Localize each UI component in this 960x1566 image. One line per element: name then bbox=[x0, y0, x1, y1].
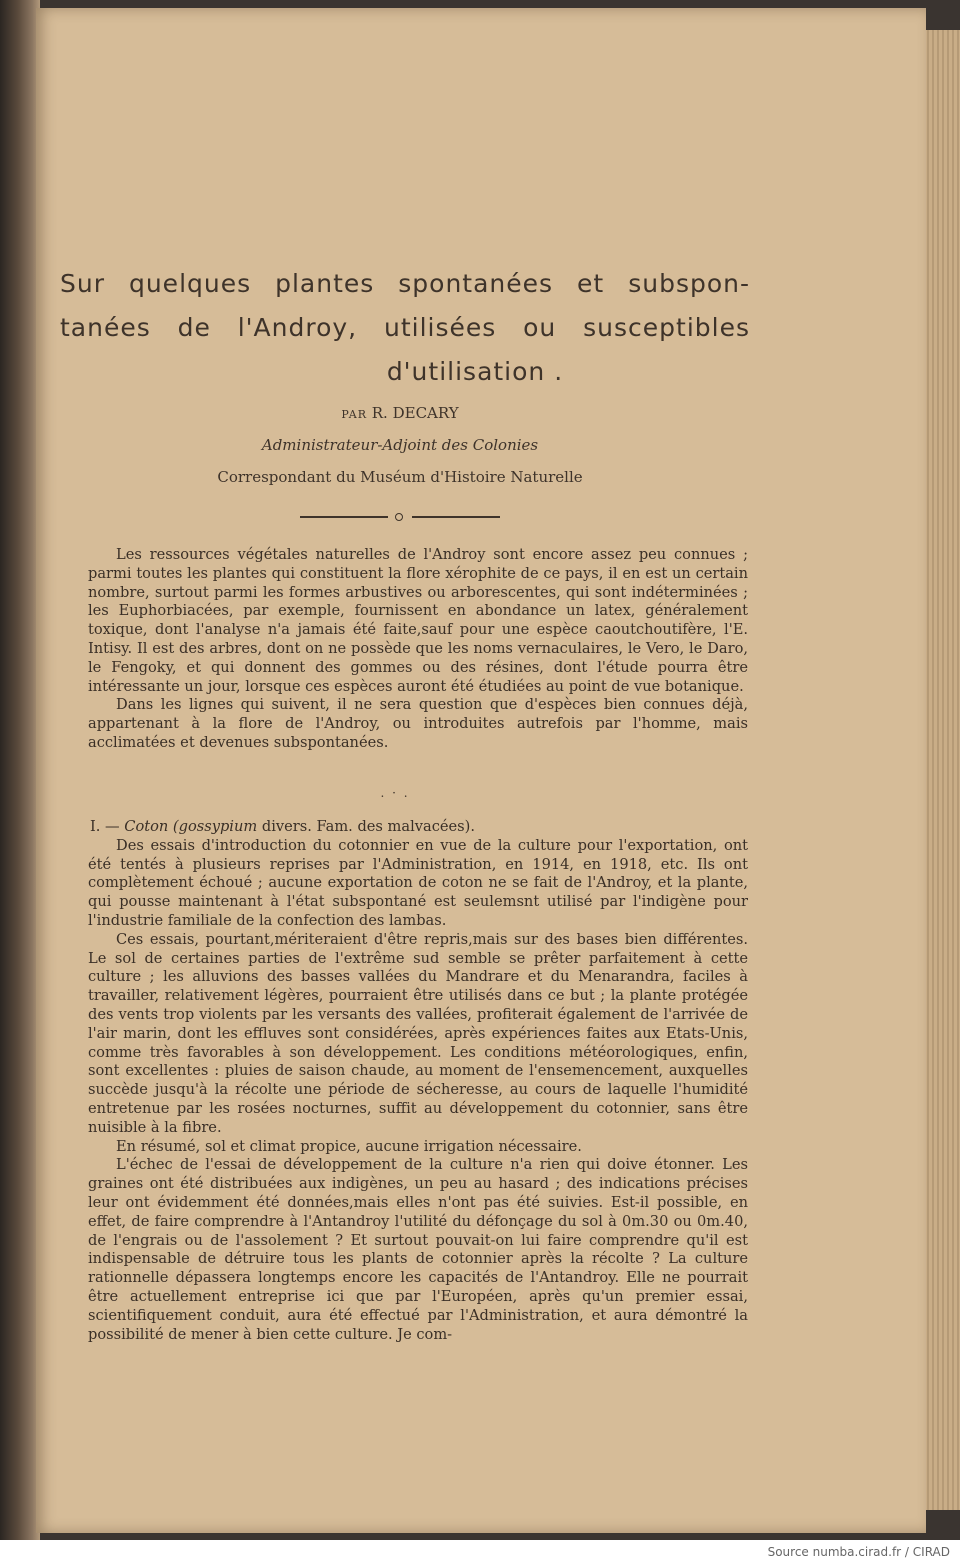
section-coton bbox=[88, 818, 748, 1344]
section-description: divers. Fam. des malvacées). bbox=[261, 818, 475, 835]
section-separator: . · . bbox=[380, 786, 410, 800]
section-paragraph-4: L'échec de l'essai de développement de la culture n'a rien qui doive étonner. Les graines ont été distribuées aux indigènes, un peu au hasard ; des indications précises leur ont évidemment été données,mais elles n'ont pas été suivies. Est-il possible, en effet, de faire comprendre à l'Antandroy l'utilité du défonçage du sol à 0m.30 ou 0m.40, de l'engrais ou de l'assolement ? Et surtout pouvait-on lui faire comprendre qu'il est indispensable de détruire tous les plants de cotonnier après la récolte ? La culture rationnelle dépassera longtemps encore les capacités de l'Antandroy. Elle ne pourrait être actuellement entreprise ici que par l'Européen, après qu'un premier essai, scientifiquement conduit, aura été effectué par l'Administration, et aura démontré la possibilité de mener à bien cette culture. Je com- bbox=[88, 1156, 748, 1343]
intro-paragraph-2: Dans les lignes qui suivent, il ne sera question que d'espèces bien connues déjà, appartenant à la flore de l'Androy, ou introduites autrefois par l'homme, mais acclimatées et devenues subspontanées. bbox=[88, 696, 748, 751]
section-paragraph-1: Des essais d'introduction du cotonnier en vue de la culture pour l'exportation, ont été tentés à plusieurs reprises par l'Administration, en 1914, en 1918, etc. Ils ont complètement échoué ; aucune exportation de coton ne se fait de l'Androy, et la plante, qui pousse maintenant à l'état subspontané est seulemsnt utilisé par l'indigène pour l'industrie familiale de la confection des lambas. bbox=[88, 836, 748, 929]
author-affiliation-1: Administrateur-Adjoint des Colonies bbox=[261, 436, 539, 454]
book-spine bbox=[0, 0, 40, 1540]
title-line-1: Sur quelques plantes spontanées et subspon- bbox=[60, 269, 750, 298]
title-line-2: tanées de l'Androy, utilisées ou susceptibles bbox=[60, 313, 750, 342]
section-paragraph-2: Ces essais, pourtant,mériteraient d'être repris,mais sur des bases bien différentes. Le sol de certaines parties de l'extrême sud semble se prêter parfaitement à cette culture ; les alluvions des basses vallées du Mandrare et du Menarandra, faciles à travailler, relativement légères, pourraient être utilisés dans ce but ; la plante protégée des vents trop violents par les versants des vallées, profiterait également de l'arrivée de l'air marin, dont les effluves sont considérées, après expériences faites aux Etats-Unis, comme très favorables à son développement. Les conditions météorologiques, enfin, sont excellentes : pluies de saison chaude, au moment de l'ensemencement, auxquelles succède jusqu'à la récolte une période de sécheresse, au cours de laquelle l'humidité entretenue par les rosées nocturnes, suffit au développement du cotonnier, sans être nuisible à la fibre. bbox=[88, 930, 748, 1136]
section-paragraph-3: En résumé, sol et climat propice, aucune irrigation nécessaire. bbox=[116, 1137, 582, 1155]
by-prefix: PAR bbox=[341, 408, 367, 421]
section-number: I. — bbox=[90, 818, 120, 835]
title-line-3: d'utilisation . bbox=[386, 357, 564, 386]
section-name: Coton (gossypium bbox=[124, 818, 258, 835]
intro-text bbox=[88, 546, 748, 753]
rule-bar-right bbox=[412, 516, 500, 518]
source-credit: Source numba.cirad.fr / CIRAD bbox=[767, 1545, 950, 1559]
intro-paragraph-1: Les ressources végétales naturelles de l'Androy sont encore assez peu connues ; parmi toutes les plantes qui constituent la flore xérophite de ce pays, il en est un certain nombre, surtout parmi les formes arbustives ou arborescentes, qui sont indéterminées ; les Euphorbiacées, par exemple, fournissent en abondance un latex, généralement toxique, dont l'analyse n'a jamais été faite,sauf pour une espèce caoutchoutifère, l'E. Intisy. Il est des arbres, dont on ne possède que les noms vernaculaires, le Vero, le Daro, le Fengoky, et qui donnent des gommes ou des résines, dont l'étude pourra être intéressante un jour, lorsque ces espèces auront été étudiées au point de vue botanique. bbox=[88, 546, 748, 695]
rule-ornament-icon bbox=[395, 513, 403, 521]
author-name: R. DECARY bbox=[371, 404, 459, 422]
page-edges bbox=[924, 30, 960, 1510]
author-affiliation-2: Correspondant du Muséum d'Histoire Naturelle bbox=[217, 468, 583, 486]
ornamental-rule bbox=[300, 512, 500, 524]
byline bbox=[200, 404, 600, 422]
article-title bbox=[60, 262, 750, 394]
section-heading bbox=[88, 818, 748, 837]
rule-bar-left bbox=[300, 516, 388, 518]
